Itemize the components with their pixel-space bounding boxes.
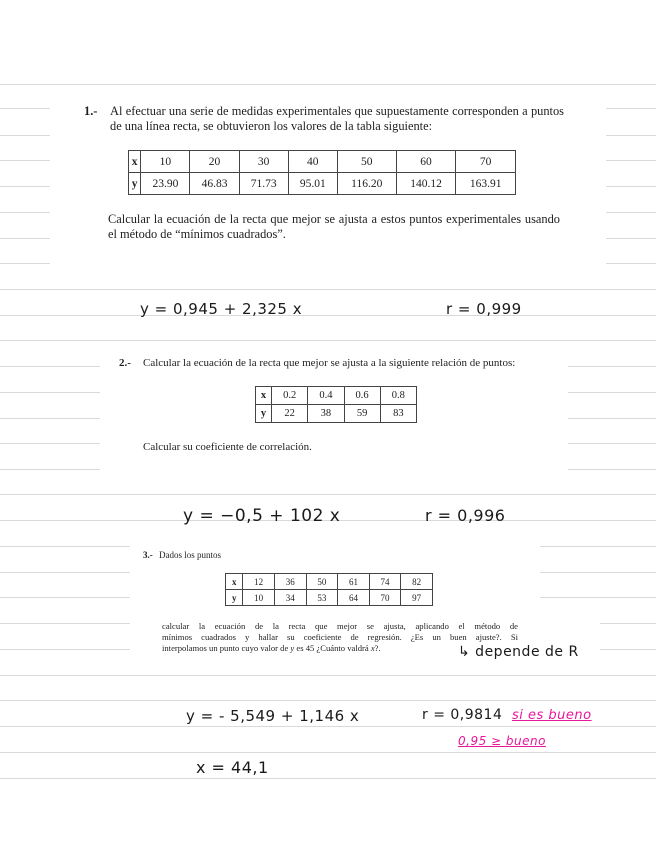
table-cell: 0.4 [308, 387, 344, 405]
table-header-x: x [129, 151, 141, 173]
table-cell: 36 [274, 574, 306, 590]
problem-1-question: Calcular la ecuación de la recta que mejor se ajusta a estos puntos experimentales usando el método de “mínimos cuadrados”. [108, 212, 560, 241]
table-header-x: x [226, 574, 243, 590]
table-cell: 70 [369, 590, 401, 606]
table-cell: 74 [369, 574, 401, 590]
problem-3-pink-note-1: si es bueno [512, 708, 592, 723]
table-header-y: y [226, 590, 243, 606]
table-cell: 46.83 [190, 173, 239, 195]
table-cell: 10 [243, 590, 275, 606]
table-cell: 59 [344, 405, 380, 423]
problem-3-pink-note-2: 0,95 ≥ bueno [458, 734, 546, 748]
problem-1-answer-r: r = 0,999 [446, 300, 522, 318]
problem-1-number: 1.- [84, 104, 98, 118]
table-cell: 70 [456, 151, 516, 173]
table-cell: 23.90 [141, 173, 190, 195]
problem-3-question-line-3: interpolamos un punto cuyo valor de y es 45 ¿Cuánto valdrá x?. [162, 643, 381, 653]
problem-3-table [225, 573, 433, 606]
table-row [256, 405, 417, 423]
problem-3-number: 3.- [143, 550, 153, 560]
table-cell: 116.20 [337, 173, 396, 195]
table-cell: 40 [288, 151, 337, 173]
problem-1-text: Al efectuar una serie de medidas experimentales que supuestamente corresponden a puntos de una línea recta, se obtuvieron los valores de la tabla siguiente: [110, 104, 564, 133]
problem-2-statement [119, 356, 553, 370]
table-cell: 50 [306, 574, 338, 590]
problem-1-answer-equation: y = 0,945 + 2,325 x [140, 300, 303, 318]
table-cell: 64 [338, 590, 370, 606]
table-cell: 140.12 [396, 173, 456, 195]
table-cell: 34 [274, 590, 306, 606]
table-header-x: x [256, 387, 272, 405]
table-cell: 61 [338, 574, 370, 590]
table-row [226, 590, 433, 606]
table-row [129, 173, 516, 195]
table-cell: 53 [306, 590, 338, 606]
problem-2-question: Calcular su coeficiente de correlación. [143, 441, 312, 453]
table-cell: 38 [308, 405, 344, 423]
problem-2-number: 2.- [119, 357, 131, 369]
problem-1-table [128, 150, 516, 195]
table-cell: 83 [380, 405, 416, 423]
problem-3-answer-equation: y = - 5,549 + 1,146 x [186, 707, 360, 725]
table-cell: 20 [190, 151, 239, 173]
table-header-y: y [129, 173, 141, 195]
table-cell: 163.91 [456, 173, 516, 195]
table-cell: 0.6 [344, 387, 380, 405]
table-cell: 82 [401, 574, 433, 590]
table-header-y: y [256, 405, 272, 423]
problem-3-statement [143, 550, 221, 560]
problem-3-question-line-1: calcular la ecuación de la recta que mejor se ajusta, aplicando el método de [162, 621, 518, 631]
problem-3-answer-r: r = 0,9814 [422, 707, 503, 723]
table-cell: 60 [396, 151, 456, 173]
table-cell: 22 [272, 405, 308, 423]
table-row [256, 387, 417, 405]
problem-1-statement [84, 104, 564, 134]
table-row [129, 151, 516, 173]
problem-3-side-note: ↳ depende de R [458, 644, 579, 660]
problem-3-text: Dados los puntos [159, 550, 222, 560]
problem-2-answer-r: r = 0,996 [425, 506, 506, 525]
table-cell: 30 [239, 151, 288, 173]
table-cell: 97 [401, 590, 433, 606]
problem-2-text: Calcular la ecuación de la recta que mejor se ajusta a la siguiente relación de puntos: [143, 357, 516, 369]
problem-2-table [255, 386, 417, 423]
table-cell: 12 [243, 574, 275, 590]
table-row [226, 574, 433, 590]
table-cell: 71.73 [239, 173, 288, 195]
table-cell: 0.8 [380, 387, 416, 405]
problem-3-answer-x: x = 44,1 [196, 758, 269, 777]
problem-2-answer-equation: y = −0,5 + 102 x [183, 506, 341, 526]
problem-3-question-line-2: mínimos cuadrados y hallar su coeficiente de regresión. ¿Es un buen ajuste?. Si [162, 632, 518, 642]
table-cell: 50 [337, 151, 396, 173]
table-cell: 95.01 [288, 173, 337, 195]
table-cell: 10 [141, 151, 190, 173]
table-cell: 0.2 [272, 387, 308, 405]
